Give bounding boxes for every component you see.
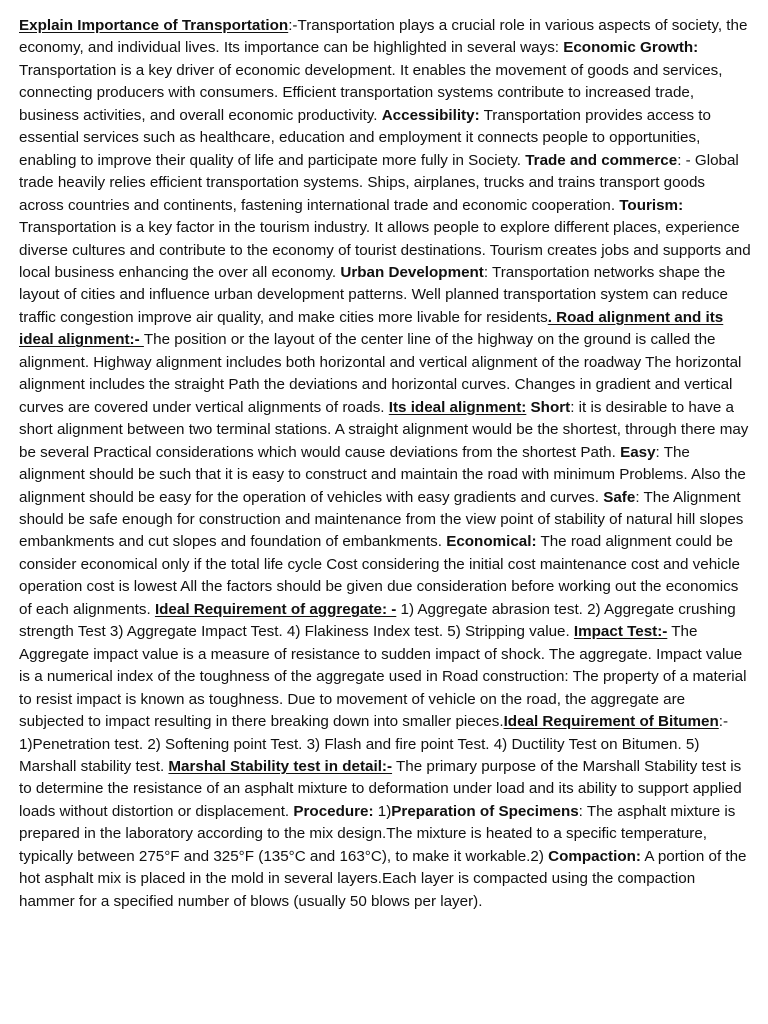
- body-text: 1) Aggregate abrasion test. 2) Aggregate crushing strength Test 3) Aggregate Impact Test. 4) Flakiness Index test. 5) Stripping value.: [19, 600, 736, 641]
- body-text: : Transportation networks shape the layout of cities and influence urban development patterns. Well planned transportation system can reduce traffic congestion improve air quality, and make cities more livable for residents: [19, 263, 728, 326]
- body-text: :-Transportation plays a crucial role in various aspects of society, the economy, and individual lives. Its importance can be highlighted in several ways:: [19, 17, 748, 57]
- term-easy: Easy: [620, 443, 656, 461]
- heading-ideal-alignment: Its ideal alignment:: [388, 398, 527, 416]
- term-trade-commerce: Trade and commerce: [525, 151, 678, 169]
- body-text: Transportation provides access to essential services such as healthcare, education and employment it connects people to opportunities, enabling to improve their quality of life and participate more fully in Society.: [19, 106, 711, 169]
- term-economic-growth: Economic Growth:: [563, 39, 699, 57]
- heading-road-alignment: . Road alignment and its ideal alignment:-: [19, 308, 724, 349]
- term-procedure: Procedure:: [293, 802, 374, 820]
- term-economical: Economical:: [446, 533, 537, 551]
- term-accessibility: Accessibility:: [381, 106, 480, 124]
- body-text: Transportation is a key driver of economic development. It enables the movement of goods and services, connecting producers with consumers. Efficient transportation systems contribute to increased trade, business activities, and overall economic productivity.: [19, 61, 723, 124]
- body-text: : - Global trade heavily relies efficient transportation systems. Ships, airplanes, trucks and trains transport goods across countries and continents, fastening international trade and economic cooperation.: [19, 151, 739, 214]
- term-compaction: Compaction:: [548, 847, 641, 865]
- heading-bitumen-requirement: Ideal Requirement of Bitumen: [503, 713, 719, 731]
- body-text: 1): [373, 802, 392, 820]
- body-text: :- 1)Penetration test. 2) Softening point Test. 3) Flash and fire point Test. 4) Ductility Test on Bitumen. 5) Marshall stability test.: [19, 713, 729, 775]
- body-text: : The asphalt mixture is prepared in the laboratory according to the mix design.The mixture is heated to a specific temperature, typically between 275°F and 325°F (135°C and 163°C), to make it workable.2): [19, 802, 736, 865]
- term-tourism: Tourism:: [619, 196, 684, 214]
- heading-impact-test: Impact Test:-: [573, 623, 668, 641]
- term-short: Short: [530, 398, 571, 416]
- term-urban-development: Urban Development: [340, 263, 484, 281]
- body-text: The road alignment could be consider economical only if the total life cycle Cost considering the initial cost maintenance cost and vehicle operation cost is lowest All the factors should be given due consideration before working out the economics of each alignments.: [19, 533, 740, 618]
- body-text: : it is desirable to have a short alignment between two terminal stations. A straight alignment would be the shortest, through there may be several Practical considerations which would cause deviations from the shortest Path.: [19, 398, 749, 461]
- body-text: The Aggregate impact value is a measure of resistance to sudden impact of shock. The aggregate. Impact value is a numerical index of the toughness of the aggregate used in Road construction: The property of a material to resist impact is known as toughness. Due to movement of vehicle on the road, the aggregate are subjected to impact resulting in there breaking down into smaller pieces.: [19, 623, 747, 731]
- body-text: : The alignment should be such that it is easy to construct and maintain the road with minimum Problems. Also the alignment should be easy for the operation of vehicles with easy gradients and curves.: [19, 443, 746, 506]
- body-text: The primary purpose of the Marshall Stability test is to determine the resistance of an asphalt mixture to deformation under load and its ability to support applied loads without distortion or displacement.: [19, 757, 742, 820]
- heading-transportation-importance: Explain Importance of Transportation: [19, 17, 289, 34]
- document-body-text: [19, 15, 752, 913]
- term-safe: Safe: [603, 488, 636, 506]
- body-text: : The Alignment should be safe enough for construction and maintenance from the view point of stability of natural hill slopes embankments and cut slopes and foundation of embankments.: [19, 488, 744, 551]
- body-text: The position or the layout of the center line of the highway on the ground is called the alignment. Highway alignment includes both horizontal and vertical alignment of the roadway The horizontal alignment includes the straight Path the deviations and horizontal curves. Changes in gradient and vertical curves are covered under vertical alignments of roads.: [19, 331, 742, 416]
- heading-marshal-stability: Marshal Stability test in detail:-: [168, 757, 393, 775]
- term-preparation-of-specimens: Preparation of Specimens: [391, 802, 579, 820]
- body-text: A portion of the hot asphalt mix is placed in the mold in several layers.Each layer is compacted using the compaction hammer for a specified number of blows (usually 50 blows per layer).: [19, 847, 747, 910]
- heading-aggregate-requirement: Ideal Requirement of aggregate: -: [154, 600, 397, 618]
- body-text: Transportation is a key factor in the tourism industry. It allows people to explore different places, experience diverse cultures and contribute to the economy of tourist destinations. Tourism creates jobs and supports and local business enhancing the over all economy.: [19, 219, 751, 281]
